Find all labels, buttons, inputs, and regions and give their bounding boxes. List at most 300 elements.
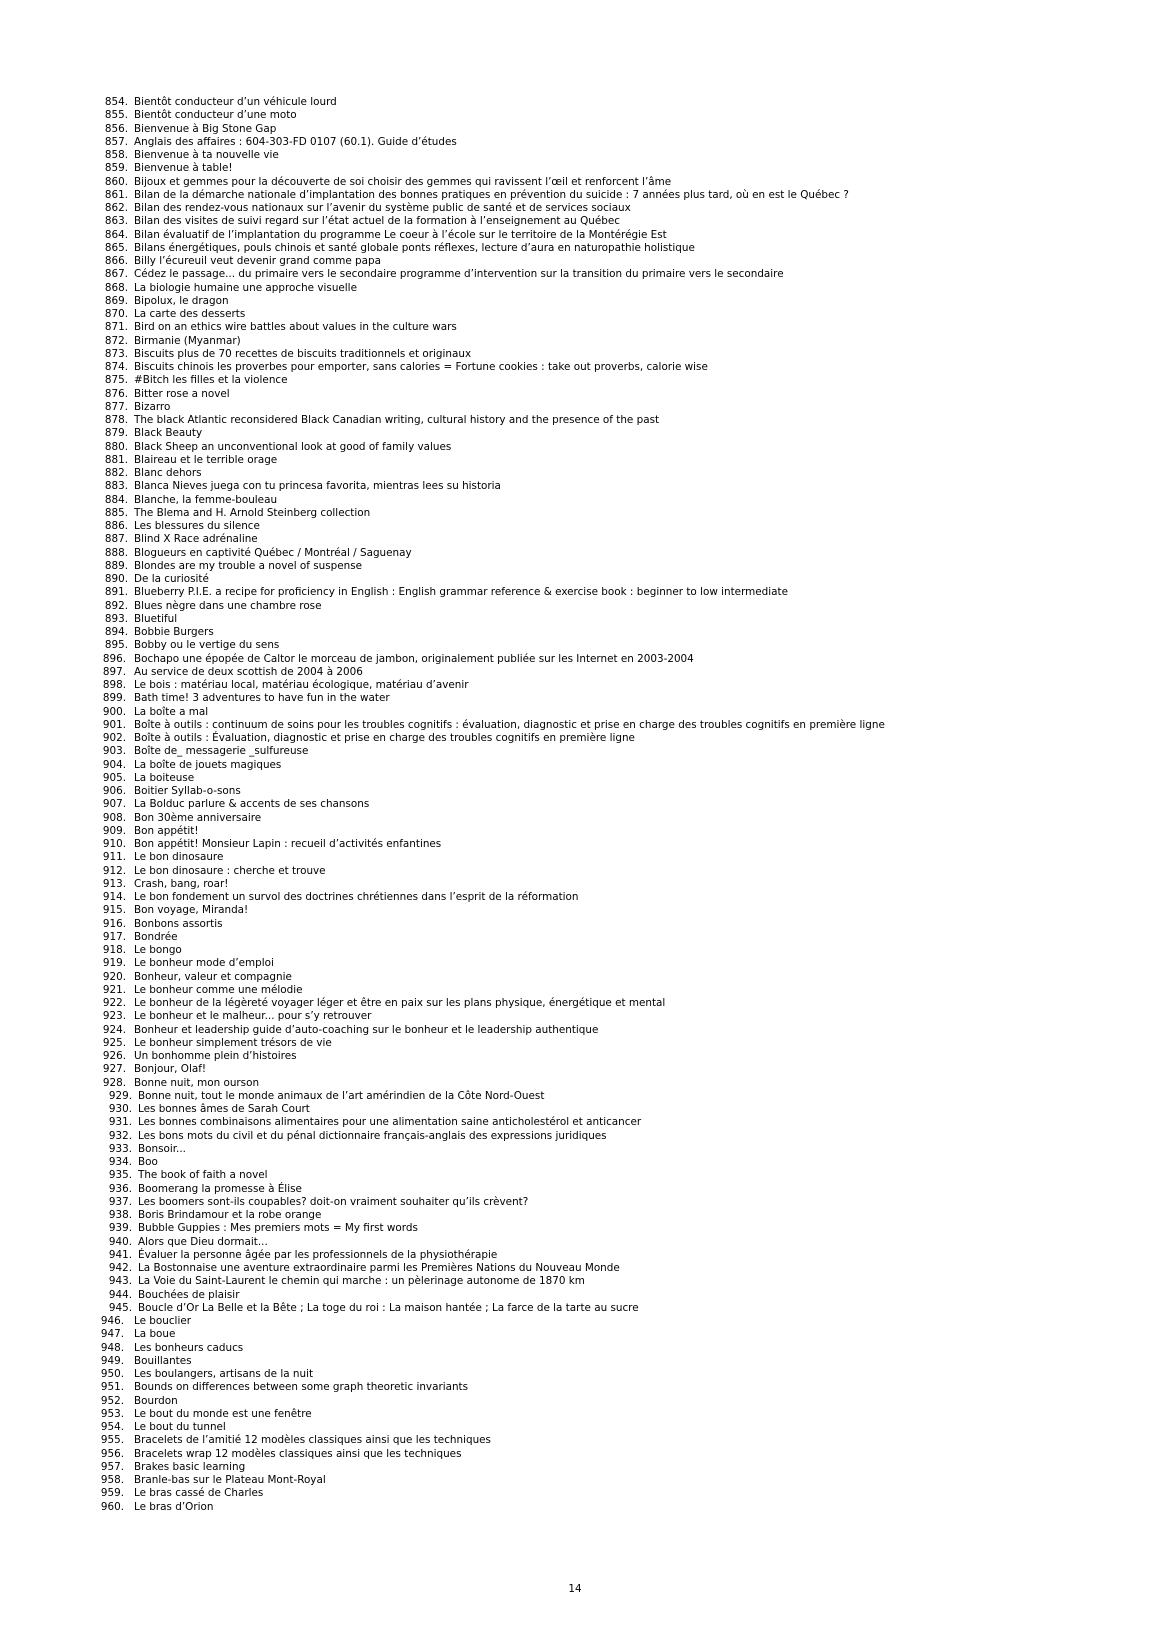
entry-number: 910. <box>102 838 126 850</box>
list-item <box>0 957 1100 970</box>
entry-title: Boris Brindamour et la robe orange <box>138 1209 322 1221</box>
entry-number: 860. <box>104 175 128 188</box>
entry-number: 872. <box>104 334 128 347</box>
entry-title: The black Atlantic reconsidered Black Canadian writing, cultural history and the presence of the past <box>134 414 660 426</box>
list-item <box>0 586 1100 599</box>
title-list <box>0 96 1100 1514</box>
entry-title: Bon appétit! Monsieur Lapin : recueil d’activités enfantines <box>134 838 442 850</box>
list-item <box>0 745 1100 758</box>
list-item <box>0 639 1100 652</box>
entry-number: 885. <box>104 506 128 519</box>
list-item <box>0 1381 1100 1394</box>
list-item <box>0 1302 1100 1315</box>
entry-number: 919. <box>102 957 126 970</box>
list-item <box>0 997 1100 1010</box>
entry-number: 890. <box>104 573 128 585</box>
entry-title: Bienvenue à table! <box>134 162 233 175</box>
list-item <box>0 1050 1100 1063</box>
entry-number: 877. <box>104 400 128 413</box>
entry-title: Le bon fondement un survol des doctrines chrétiennes dans l’esprit de la réformation <box>134 891 579 903</box>
entry-title: La boîte de jouets magiques <box>134 758 282 771</box>
page-number: 14 <box>568 1583 582 1595</box>
list-item <box>0 467 1100 480</box>
entry-number: 863. <box>104 215 128 228</box>
entry-number: 897. <box>102 665 126 678</box>
entry-number: 854. <box>104 96 128 108</box>
entry-number: 903. <box>102 745 126 758</box>
list-item <box>0 865 1100 878</box>
entry-number: 937. <box>108 1195 132 1208</box>
entry-title: La boue <box>134 1328 176 1341</box>
list-item <box>0 1275 1100 1288</box>
list-item <box>0 1169 1100 1182</box>
entry-number: 945. <box>108 1301 132 1314</box>
list-item <box>0 533 1100 546</box>
list-item <box>0 825 1100 838</box>
list-item <box>0 719 1100 732</box>
entry-title: Le bras cassé de Charles <box>134 1487 264 1500</box>
entry-title: Bobby ou le vertige du sens <box>134 639 280 652</box>
entry-title: Les bonnes combinaisons alimentaires pour une alimentation saine anticholestérol et anticancer <box>138 1116 642 1129</box>
list-item <box>0 838 1100 851</box>
list-item <box>0 653 1100 666</box>
entry-title: Les boulangers, artisans de la nuit <box>134 1368 314 1380</box>
list-item <box>0 401 1100 414</box>
entry-title: The Blema and H. Arnold Steinberg collection <box>134 506 371 519</box>
entry-title: Bourdon <box>134 1394 178 1407</box>
list-item <box>0 480 1100 493</box>
list-item <box>0 414 1100 427</box>
list-item <box>0 891 1100 904</box>
list-item <box>0 772 1100 785</box>
entry-number: 889. <box>104 559 128 572</box>
list-item <box>0 1328 1100 1341</box>
entry-number: 960. <box>100 1500 124 1513</box>
entry-title: Le bon dinosaure <box>134 851 224 864</box>
entry-number: 925. <box>102 1036 126 1049</box>
entry-title: Les bonheurs caducs <box>134 1341 244 1354</box>
list-item <box>0 123 1100 136</box>
entry-number: 856. <box>104 122 128 135</box>
entry-number: 901. <box>102 718 126 731</box>
entry-number: 940. <box>108 1235 132 1248</box>
entry-number: 886. <box>104 520 128 532</box>
list-item <box>0 1143 1100 1156</box>
entry-title: Bilan des rendez-vous nationaux sur l’avenir du système public de santé et de services sociaux <box>134 202 631 214</box>
entry-number: 943. <box>108 1275 132 1288</box>
list-item <box>0 1183 1100 1196</box>
list-item <box>0 268 1100 281</box>
list-item <box>0 666 1100 679</box>
list-item <box>0 109 1100 122</box>
list-item <box>0 162 1100 175</box>
entry-number: 949. <box>100 1354 124 1367</box>
list-item <box>0 878 1100 891</box>
entry-title: Bonne nuit, tout le monde animaux de l’art amérindien de la Côte Nord-Ouest <box>138 1089 545 1102</box>
entry-title: La carte des desserts <box>134 308 246 320</box>
entry-number: 887. <box>104 533 128 546</box>
entry-title: Bonbons assortis <box>134 917 223 930</box>
entry-title: Le bonheur comme une mélodie <box>134 983 303 996</box>
entry-title: Bondrée <box>134 930 178 943</box>
entry-title: Bipolux, le dragon <box>134 294 229 307</box>
list-item <box>0 1408 1100 1421</box>
entry-title: Les bons mots du civil et du pénal dictionnaire français-anglais des expressions juridiques <box>138 1129 607 1142</box>
entry-number: 954. <box>100 1421 124 1433</box>
entry-title: Anglais des affaires : 604-303-FD 0107 (60.1). Guide d’études <box>134 135 457 148</box>
entry-number: 934. <box>108 1156 132 1168</box>
entry-title: Bluetiful <box>134 612 178 625</box>
list-item <box>0 295 1100 308</box>
entry-title: Boo <box>138 1156 158 1168</box>
list-item <box>0 1501 1100 1514</box>
list-item <box>0 1103 1100 1116</box>
entry-number: 935. <box>108 1169 132 1182</box>
list-item <box>0 600 1100 613</box>
list-item <box>0 1342 1100 1355</box>
entry-number: 932. <box>108 1129 132 1142</box>
entry-title: Bientôt conducteur d’un véhicule lourd <box>134 96 337 108</box>
list-item <box>0 931 1100 944</box>
entry-number: 947. <box>100 1328 124 1341</box>
entry-number: 870. <box>104 308 128 320</box>
entry-number: 881. <box>104 453 128 466</box>
entry-title: Le bonheur et le malheur... pour s’y retrouver <box>134 1010 372 1023</box>
entry-title: Bounds on differences between some graph theoretic invariants <box>134 1381 469 1394</box>
list-item <box>0 1355 1100 1368</box>
entry-number: 928. <box>102 1076 126 1089</box>
entry-number: 864. <box>104 228 128 241</box>
list-item <box>0 918 1100 931</box>
entry-title: Boomerang la promesse à Élise <box>138 1182 302 1195</box>
entry-title: Brakes basic learning <box>134 1460 246 1473</box>
entry-title: Les bonnes âmes de Sarah Court <box>138 1103 310 1115</box>
list-item <box>0 520 1100 533</box>
list-item <box>0 1090 1100 1103</box>
entry-number: 862. <box>104 202 128 214</box>
entry-title: Blind X Race adrénaline <box>134 533 258 546</box>
entry-number: 922. <box>102 997 126 1009</box>
entry-title: La Bostonnaise une aventure extraordinaire parmi les Premières Nations du Nouveau Monde <box>138 1262 620 1274</box>
entry-title: Bon voyage, Miranda! <box>134 904 249 917</box>
entry-number: 858. <box>104 149 128 161</box>
entry-number: 892. <box>104 599 128 612</box>
entry-number: 924. <box>102 1023 126 1036</box>
entry-title: Bizarro <box>134 400 171 413</box>
entry-number: 953. <box>100 1407 124 1420</box>
list-item <box>0 1249 1100 1262</box>
entry-title: La boîte a mal <box>134 705 209 718</box>
entry-title: Bonne nuit, mon ourson <box>134 1076 260 1089</box>
entry-number: 871. <box>104 321 128 334</box>
entry-title: Boîte à outils : Évaluation, diagnostic et prise en charge des troubles cognitifs en première ligne <box>134 732 635 744</box>
entry-title: De la curiosité <box>134 573 209 585</box>
entry-title: Blanca Nieves juega con tu princesa favorita, mientras lees su historia <box>134 480 501 493</box>
list-item <box>0 1077 1100 1090</box>
entry-title: Le bouclier <box>134 1315 191 1327</box>
entry-number: 893. <box>104 612 128 625</box>
entry-title: Black Beauty <box>134 427 203 440</box>
entry-number: 867. <box>104 268 128 281</box>
list-item <box>0 984 1100 997</box>
entry-title: Bilans énergétiques, pouls chinois et santé globale ponts réflexes, lecture d’aura en naturopathie holistique <box>134 241 695 254</box>
entry-title: Blueberry P.I.E. a recipe for proficiency in English : English grammar reference & exercise book : beginner to low intermediate <box>134 586 788 599</box>
list-item <box>0 229 1100 242</box>
list-item <box>0 706 1100 719</box>
entry-number: 920. <box>102 970 126 983</box>
entry-title: Bienvenue à Big Stone Gap <box>134 122 277 135</box>
entry-title: Branle-bas sur le Plateau Mont-Royal <box>134 1474 326 1486</box>
entry-number: 895. <box>104 639 128 652</box>
entry-title: Bochapo une épopée de Caltor le morceau de jambon, originalement publiée sur les Internet en 2003-2004 <box>134 652 694 665</box>
entry-number: 880. <box>104 440 128 453</box>
list-item <box>0 613 1100 626</box>
entry-number: 911. <box>102 851 126 864</box>
list-item <box>0 321 1100 334</box>
entry-title: Bilan de la démarche nationale d’implantation des bonnes pratiques en prévention du suicide : 7 années plus tard, où en est le Québec ? <box>134 188 849 201</box>
entry-number: 874. <box>104 361 128 373</box>
entry-number: 916. <box>102 917 126 930</box>
entry-title: Bijoux et gemmes pour la découverte de soi choisir des gemmes qui ravissent l’œil et renforcent l’âme <box>134 175 672 188</box>
list-item <box>0 1368 1100 1381</box>
list-item <box>0 1289 1100 1302</box>
entry-number: 894. <box>104 626 128 638</box>
list-item <box>0 1222 1100 1235</box>
entry-title: Blogueurs en captivité Québec / Montréal / Saguenay <box>134 546 412 559</box>
entry-title: Les boomers sont-ils coupables? doit-on vraiment souhaiter qu’ils crèvent? <box>138 1195 529 1208</box>
entry-title: Bonsoir... <box>138 1142 186 1155</box>
list-item <box>0 441 1100 454</box>
entry-title: Un bonhomme plein d’histoires <box>134 1050 297 1062</box>
entry-number: 905. <box>102 771 126 784</box>
entry-number: 896. <box>102 652 126 665</box>
entry-title: Bilan évaluatif de l’implantation du programme Le coeur à l’école sur le territoire de la Montérégie Est <box>134 228 667 241</box>
list-item <box>0 1156 1100 1169</box>
entry-title: La boiteuse <box>134 771 195 784</box>
entry-title: Blues nègre dans une chambre rose <box>134 599 322 612</box>
entry-number: 868. <box>104 281 128 294</box>
list-item <box>0 785 1100 798</box>
entry-number: 888. <box>104 546 128 559</box>
entry-number: 950. <box>100 1368 124 1380</box>
entry-number: 929. <box>108 1089 132 1102</box>
entry-number: 942. <box>108 1262 132 1274</box>
entry-number: 908. <box>102 811 126 824</box>
entry-title: Bath time! 3 adventures to have fun in the water <box>134 692 390 705</box>
entry-title: Le bonheur simplement trésors de vie <box>134 1036 332 1049</box>
entry-title: Alors que Dieu dormait... <box>138 1235 268 1248</box>
list-item <box>0 388 1100 401</box>
list-item <box>0 573 1100 586</box>
list-item <box>0 1262 1100 1275</box>
entry-number: 904. <box>102 758 126 771</box>
entry-number: 939. <box>108 1222 132 1235</box>
entry-number: 912. <box>102 864 126 877</box>
list-item <box>0 361 1100 374</box>
entry-number: 876. <box>104 387 128 400</box>
list-item <box>0 1209 1100 1222</box>
entry-title: Bonheur et leadership guide d’auto-coaching sur le bonheur et le leadership authentique <box>134 1023 599 1036</box>
entry-title: La biologie humaine une approche visuelle <box>134 281 357 294</box>
entry-title: Bouchées de plaisir <box>138 1288 240 1301</box>
entry-number: 915. <box>102 904 126 917</box>
entry-number: 946. <box>100 1315 124 1327</box>
list-item <box>0 560 1100 573</box>
entry-number: 907. <box>102 798 126 811</box>
entry-number: 878. <box>104 414 128 426</box>
entry-title: Crash, bang, roar! <box>134 877 229 890</box>
entry-number: 855. <box>104 109 128 122</box>
list-item <box>0 255 1100 268</box>
entry-number: 857. <box>104 135 128 148</box>
entry-number: 909. <box>102 824 126 837</box>
entry-number: 861. <box>104 188 128 201</box>
entry-title: Blanche, la femme-bouleau <box>134 493 278 506</box>
list-item <box>0 96 1100 109</box>
entry-number: 900. <box>102 705 126 718</box>
list-item <box>0 732 1100 745</box>
list-item <box>0 798 1100 811</box>
entry-title: Bird on an ethics wire battles about values in the culture wars <box>134 321 457 334</box>
entry-title: Bobbie Burgers <box>134 626 214 638</box>
entry-title: Les blessures du silence <box>134 520 260 532</box>
list-item <box>0 215 1100 228</box>
entry-number: 952. <box>100 1394 124 1407</box>
list-item <box>0 494 1100 507</box>
entry-number: 923. <box>102 1010 126 1023</box>
entry-number: 955. <box>100 1434 124 1447</box>
entry-number: 865. <box>104 241 128 254</box>
list-item <box>0 1395 1100 1408</box>
list-item <box>0 1474 1100 1487</box>
list-item <box>0 308 1100 321</box>
entry-number: 957. <box>100 1460 124 1473</box>
entry-number: 883. <box>104 480 128 493</box>
entry-title: Bonjour, Olaf! <box>134 1063 207 1076</box>
list-item <box>0 282 1100 295</box>
entry-title: La Voie du Saint-Laurent le chemin qui marche : un pèlerinage autonome de 1870 km <box>138 1275 585 1288</box>
entry-number: 914. <box>102 891 126 903</box>
entry-title: Boitier Syllab-o-sons <box>134 785 241 797</box>
entry-number: 941. <box>108 1248 132 1261</box>
entry-title: Black Sheep an unconventional look at good of family values <box>134 440 452 453</box>
entry-number: 902. <box>102 732 126 744</box>
entry-title: Le bout du monde est une fenêtre <box>134 1407 312 1420</box>
entry-number: 931. <box>108 1116 132 1129</box>
entry-number: 921. <box>102 983 126 996</box>
entry-number: 959. <box>100 1487 124 1500</box>
entry-title: Le bras d’Orion <box>134 1500 214 1513</box>
entry-number: 882. <box>104 467 128 479</box>
list-item <box>0 348 1100 361</box>
entry-number: 884. <box>104 493 128 506</box>
entry-number: 951. <box>100 1381 124 1394</box>
list-item <box>0 1487 1100 1500</box>
entry-number: 938. <box>108 1209 132 1221</box>
entry-title: Bracelets wrap 12 modèles classiques ainsi que les techniques <box>134 1447 462 1460</box>
list-item <box>0 1010 1100 1023</box>
entry-number: 936. <box>108 1182 132 1195</box>
entry-title: Birmanie (Myanmar) <box>134 334 241 347</box>
list-item <box>0 189 1100 202</box>
list-item <box>0 136 1100 149</box>
list-item <box>0 971 1100 984</box>
entry-title: Le bonheur de la légèreté voyager léger et être en paix sur les plans physique, énergétique et mental <box>134 997 666 1009</box>
list-item <box>0 626 1100 639</box>
entry-number: 873. <box>104 347 128 360</box>
entry-number: 958. <box>100 1474 124 1486</box>
list-item <box>0 242 1100 255</box>
entry-number: 879. <box>104 427 128 440</box>
entry-title: Bienvenue à ta nouvelle vie <box>134 149 279 161</box>
list-item <box>0 1448 1100 1461</box>
list-item <box>0 547 1100 560</box>
entry-number: 956. <box>100 1447 124 1460</box>
entry-number: 948. <box>100 1341 124 1354</box>
list-item <box>0 1315 1100 1328</box>
entry-title: Évaluer la personne âgée par les professionnels de la physiothérapie <box>138 1248 498 1261</box>
entry-title: Bitter rose a novel <box>134 387 230 400</box>
list-item <box>0 692 1100 705</box>
entry-title: Le bongo <box>134 944 182 956</box>
entry-title: Bubble Guppies : Mes premiers mots = My first words <box>138 1222 418 1235</box>
list-item <box>0 1196 1100 1209</box>
list-item <box>0 202 1100 215</box>
entry-title: Bonheur, valeur et compagnie <box>134 970 292 983</box>
entry-title: Bon 30ème anniversaire <box>134 811 262 824</box>
entry-number: 944. <box>108 1288 132 1301</box>
entry-title: Blondes are my trouble a novel of suspense <box>134 559 363 572</box>
entry-number: 933. <box>108 1142 132 1155</box>
entry-title: Bouillantes <box>134 1354 192 1367</box>
entry-title: Le bout du tunnel <box>134 1421 226 1433</box>
entry-title: Blanc dehors <box>134 467 202 479</box>
entry-number: 913. <box>102 877 126 890</box>
entry-title: Bon appétit! <box>134 824 199 837</box>
entry-title: The book of faith a novel <box>138 1169 268 1182</box>
entry-number: 898. <box>102 679 126 691</box>
list-item <box>0 812 1100 825</box>
entry-title: Boîte à outils : continuum de soins pour les troubles cognitifs : évaluation, diagnostic et prise en charge des troubles cognitifs en première ligne <box>134 718 885 731</box>
entry-title: Boucle d’Or La Belle et la Bête ; La toge du roi : La maison hantée ; La farce de la tarte au sucre <box>138 1301 639 1314</box>
entry-title: Le bois : matériau local, matériau écologique, matériau d’avenir <box>134 679 469 691</box>
entry-number: 859. <box>104 162 128 175</box>
list-item <box>0 1130 1100 1143</box>
entry-title: Billy l’écureuil veut devenir grand comme papa <box>134 255 381 267</box>
entry-title: Biscuits chinois les proverbes pour emporter, sans calories = Fortune cookies : take out proverbs, calorie wise <box>134 361 708 373</box>
entry-title: Le bon dinosaure : cherche et trouve <box>134 864 326 877</box>
list-item <box>0 904 1100 917</box>
entry-title: Le bonheur mode d’emploi <box>134 957 274 970</box>
entry-number: 906. <box>102 785 126 797</box>
entry-number: 926. <box>102 1050 126 1062</box>
entry-title: Bientôt conducteur d’une moto <box>134 109 297 122</box>
list-item <box>0 679 1100 692</box>
list-item <box>0 1116 1100 1129</box>
list-item <box>0 851 1100 864</box>
entry-title: Biscuits plus de 70 recettes de biscuits traditionnels et originaux <box>134 347 472 360</box>
entry-title: La Bolduc parlure & accents de ses chansons <box>134 798 370 811</box>
list-item <box>0 176 1100 189</box>
entry-title: #Bitch les filles et la violence <box>134 374 288 387</box>
list-item <box>0 759 1100 772</box>
list-item <box>0 374 1100 387</box>
list-item <box>0 427 1100 440</box>
list-item <box>0 1461 1100 1474</box>
entry-number: 927. <box>102 1063 126 1076</box>
entry-number: 869. <box>104 294 128 307</box>
list-item <box>0 1434 1100 1447</box>
